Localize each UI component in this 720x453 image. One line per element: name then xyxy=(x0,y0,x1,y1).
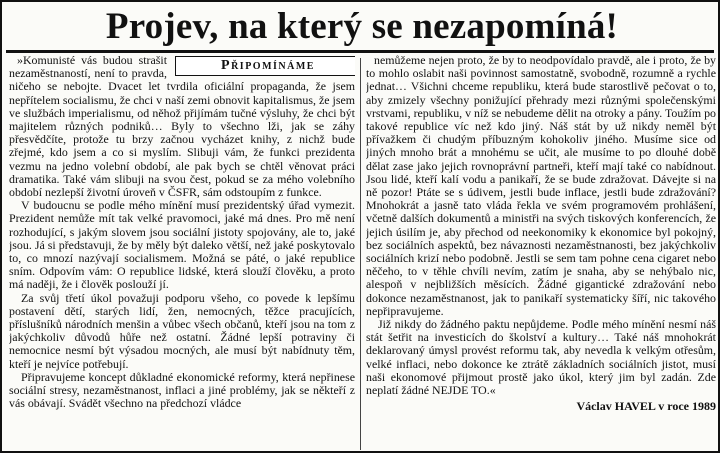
right-column xyxy=(366,54,716,452)
pullquote-label: Připomínáme xyxy=(221,58,315,74)
paragraph-6: Již nikdy do žádného paktu nepůjdeme. Podle mého mínění nesmí náš stát šetřit na investicích do školství a kultury… Také náš mnohokrát deklarovaný úmysl provést reformu tak, aby nevedla k velkým otřesům, velké inflaci, nebo dokonce ke ztrátě základních sociálních jistot, musí naši ekonomové přijmout prostě jako úkol, který jim byl zadán. Zde neplatí žádné NEJDE TO.« xyxy=(366,317,716,398)
paragraph-3: Za svůj třetí úkol považuji podporu všeho, co povede k lepšímu postavení dětí, starých lidí, žen, nemocných, těžce pracujících, příslušníků národních menšin a vůbec všech občanů, kteří jsou na tom z jakýchkoliv důvodů hůře než ostatní. Žádné lepší potraviny či nemocnice nesmí být výsadou mocných, ale musí být nabídnuty těm, kteří je nejvíce potřebují. xyxy=(9,290,355,371)
column-divider xyxy=(360,58,361,450)
paragraph-2: V budoucnu se podle mého mínění musí prezidentský úřad vymezit. Prezident nemůže mít tak velké pravomoci, jaké má dnes. Pro mě není rozhodující, s jakým slovem jsou sociální jistoty spojovány, ale to, jaké jsou. Já si představuji, že by měly být daleko větší, než jaké poskytovalo to, co mnozí nazývají socialismem. Možná se páté, o jaké republice sním. Odpovím vám: O republice lidské, která slouží člověku, a proto má naději, že i člověk poslouží jí. xyxy=(9,198,355,292)
paragraph-1: »Komunisté vás budou strašit nezaměstnaností, není to pravda, ničeho se nebojte. Dvacet let tvrdila oficiální propaganda, že jsem nepřítelem socialismu, že chci v naší zemi obnovit kapitalismus, že jsem ve službách imperialismu, od něhož přijímám tučné výsluhy, že chci být majitelem různých podniků… Byly to všechno lži, jak se záhy přesvědčíte, protože tu brzy začnou vycházet knihy, z nichž bude zřejmé, kdo jsem a co si myslím. Slibuji vám, že funkci prezidenta vezmu na jedno volební období, ale pak bych se chtěl věnovat práci dramatika. Také vám slibuji na svou čest, pokud se za mého volebního období nezlepší životní úroveň v ČSFR, sám odstoupím z funkce. xyxy=(9,54,355,200)
paragraph-4: Připravujeme koncept důkladné ekonomické reformy, která nepřinese sociální stresy, nezaměstnanost, inflaci a jiné problémy, jak se někteří z vás obávají. Svádět všechno na předchozí vládce xyxy=(9,369,355,411)
signature: Václav HAVEL v roce 1989 xyxy=(576,399,716,414)
left-column xyxy=(9,54,355,452)
paragraph-5: nemůžeme nejen proto, že by to neodpovídalo pravdě, ale i proto, že by to mohlo oslabit naši povinnost samostatně, svobodně, rozumně a rychle jednat… Všichni chceme republiku, která bude starostlivě pečovat o to, aby zmizely všechny ponižující přehrady mezi různými společenskými vrstvami, republiku, v níž se nebudeme dělit na otroky a pány. Toužím po takové republice víc než kdo jiný. Náš stát by už nikdy neměl být přívažkem či chudým příbuzným kohokoliv jiného. Musíme sice od jiných mnoho brát a mnohému se učit, ale musíme to po dlouhé době dělat zase jako jejich rovnoprávní partneři, kteří mají také co nabídnout. Jsou lidé, kteří kalí vodu a panikaří, že se bude zdražovat. Dávejte si na ně pozor! Ptáte se s údivem, jestli bude inflace, jestli bude zdražování? Mnohokrát a jasně tato vláda řekla ve svém programovém prohlášení, včetně dalších dokumentů a ministři na svých tiskových konferencích, že jejich úsilím je, aby přechod od neekonomiky k ekonomice byl pokojný, bez sociálních aspektů, bez návaznosti nezaměstnanosti, bez jakýchkoliv sociálních krizí nebo podobně. Jestli se sem tam pohne cena cigaret nebo něčeho, to v těhle chvíli nevím, zatím je snaha, aby se nehýbalo nic, alespoň v nejbližších měsících. Žádné gigantické zdražování nebo dokonce nezaměstnanost, jak to panikaří systematicky šíří, nic takového nepřipravujeme. xyxy=(366,54,716,318)
headline: Projev, na který se nezapomíná! xyxy=(105,6,619,47)
headline-rule xyxy=(6,50,714,53)
pullquote-box xyxy=(175,56,355,76)
